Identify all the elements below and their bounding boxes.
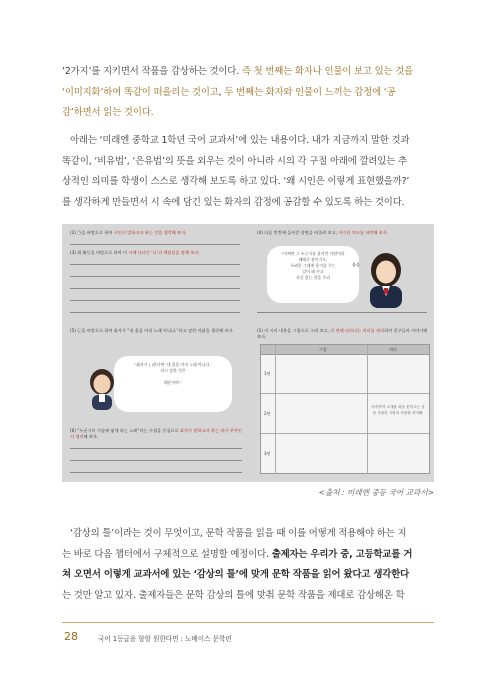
question-1: (1) 이 시의 내용을 그림으로 그려 보고, 각 연에 나타나는 의미를 정리하여 친구들과 이야기해 보자.	[257, 328, 428, 339]
table-row-divider	[261, 433, 429, 434]
table-row-3: 3연	[264, 451, 271, 456]
middle-line-2: 똑같이, ‘비유법’, ‘은유법’의 뜻을 외우는 것이 아니라 시의 각 구절 아래에 깔려있는 추	[62, 155, 407, 167]
answer-line	[70, 312, 240, 313]
page-number: 28	[64, 630, 78, 643]
student-illustration-left	[82, 366, 122, 410]
answer-line	[70, 472, 242, 473]
middle-line-1: 아래는 ‘미래엔 중학교 1학년 국어 교과서’에 있는 내용이다. 내가 지금까지 말한 것과	[70, 135, 410, 146]
student-illustration-right	[358, 250, 414, 308]
question-3: (3) 위 활동을 바탕으로 하여 이 시에 나타난 ‘나’의 깨달음을 말해 보자.	[70, 250, 200, 255]
top-paragraph	[62, 62, 434, 124]
question-2: (2) ㉠을 바탕으로 하여 시인이 말하고자 하는 것을 생각해 보자.	[70, 230, 187, 235]
figure-caption: <출처 : 미래엔 중등 국어 교과서>	[318, 488, 434, 497]
answer-line	[257, 312, 427, 313]
answer-line	[70, 276, 240, 277]
table-header-meaning: 의미	[389, 346, 397, 352]
question-4: (4) 다음 빈칸에 들어갈 장면을 떠올려 보고, 자기의 의도를 파악해 보자.	[257, 230, 389, 235]
bottom-line-2: 는 바로 다음 챕터에서 구체적으로 설명할 예정이다. 출제자는 우리가 중, 고등학교를 거	[62, 548, 413, 560]
table-cell-note: 아직까지 고개를 쳐올 못하고는 것 을 사랑한 사람의 사랑을 의미해.	[371, 405, 425, 415]
middle-line-3: 상적인 의미를 학생이 스스로 생각해 보도록 하고 있다. ‘왜 시인은 이렇게 표현했을까?’	[62, 176, 410, 187]
answer-line	[70, 448, 242, 449]
top-line-1: ‘2가지’를 지키면서 작품을 감상하는 것이다. 즉 첫 번째는 화자나 인물이 보고 있는 것을	[62, 66, 414, 77]
top-line-3: 감’하면서 읽는 것이다.	[62, 107, 154, 118]
table-column-divider	[275, 345, 276, 473]
table-row-2: 2연	[264, 411, 271, 416]
question-6: (6) “누군가의 가슴에 닿게 하는 노래”라는 구절을 중심으로 화자가 말하고자 하는 바가 무엇인지 생각해 보자.	[70, 428, 242, 439]
table-row-1: 1연	[264, 371, 271, 376]
answer-line	[70, 264, 240, 265]
middle-line-4: 를 생각하게 만들면서 시 속에 담긴 있는 화자의 감정에 공감할 수 있도록 하는 것이다.	[62, 196, 405, 208]
speech-bubble-left: “화자가 ( )한다면 ‘내 울음 아직 노래 아니다.’ 라고 말한 것은 때문이야.”	[114, 356, 232, 412]
question-5: (5) ㉡을 바탕으로 하여 화자가 “내 울음 아직 노래 아니다.”라고 말한 까닭을 생각해 보자.	[70, 328, 234, 333]
table-row-divider	[261, 393, 429, 394]
meaning-table	[260, 344, 430, 474]
table-header	[261, 345, 429, 355]
bottom-line-3: 쳐 오면서 이렇게 교과서에 있는 ‘감상의 틀’에 맞게 문학 작품을 읽어 왔다고 생각한다	[62, 569, 410, 580]
bottom-line-4: 는 것만 알고 있자. 출제자들은 문학 감상의 틀에 맞춰 문학 작품을 제대로 감상해온 학	[62, 589, 405, 601]
textbook-figure	[62, 224, 434, 482]
bottom-paragraph	[62, 524, 434, 606]
bubble-side-label: 울음	[352, 262, 361, 267]
speech-bubble-right: “어쩌면 그 누군가를 찾지만 사람이라 때때로 잠이기도, 두려운 그에게 용기를 주는 일이 돼 주고 자신 있는 것을 주리	[267, 246, 359, 303]
bottom-line-1: ‘감상의 틀’이라는 것이 무엇이고, 문학 작품을 읽을 때 이를 어떻게 적용해야 하는 지	[70, 528, 407, 539]
footer-rule	[62, 622, 434, 623]
middle-paragraph	[62, 131, 434, 213]
answer-line	[70, 288, 240, 289]
footer-book-title: 국어 1등급을 향할 원한다면 : 노베이스 문학편	[98, 635, 232, 643]
answer-line	[70, 460, 242, 461]
top-line-2: ‘이미지화’하여 똑같이 떠올리는 것이고, 두 번째는 화자와 인물이 느끼는 감정에 ‘공	[62, 86, 396, 98]
table-column-divider	[367, 345, 368, 473]
answer-line	[70, 244, 240, 245]
answer-line	[70, 300, 240, 301]
table-header-drawing: 그림	[319, 346, 327, 352]
